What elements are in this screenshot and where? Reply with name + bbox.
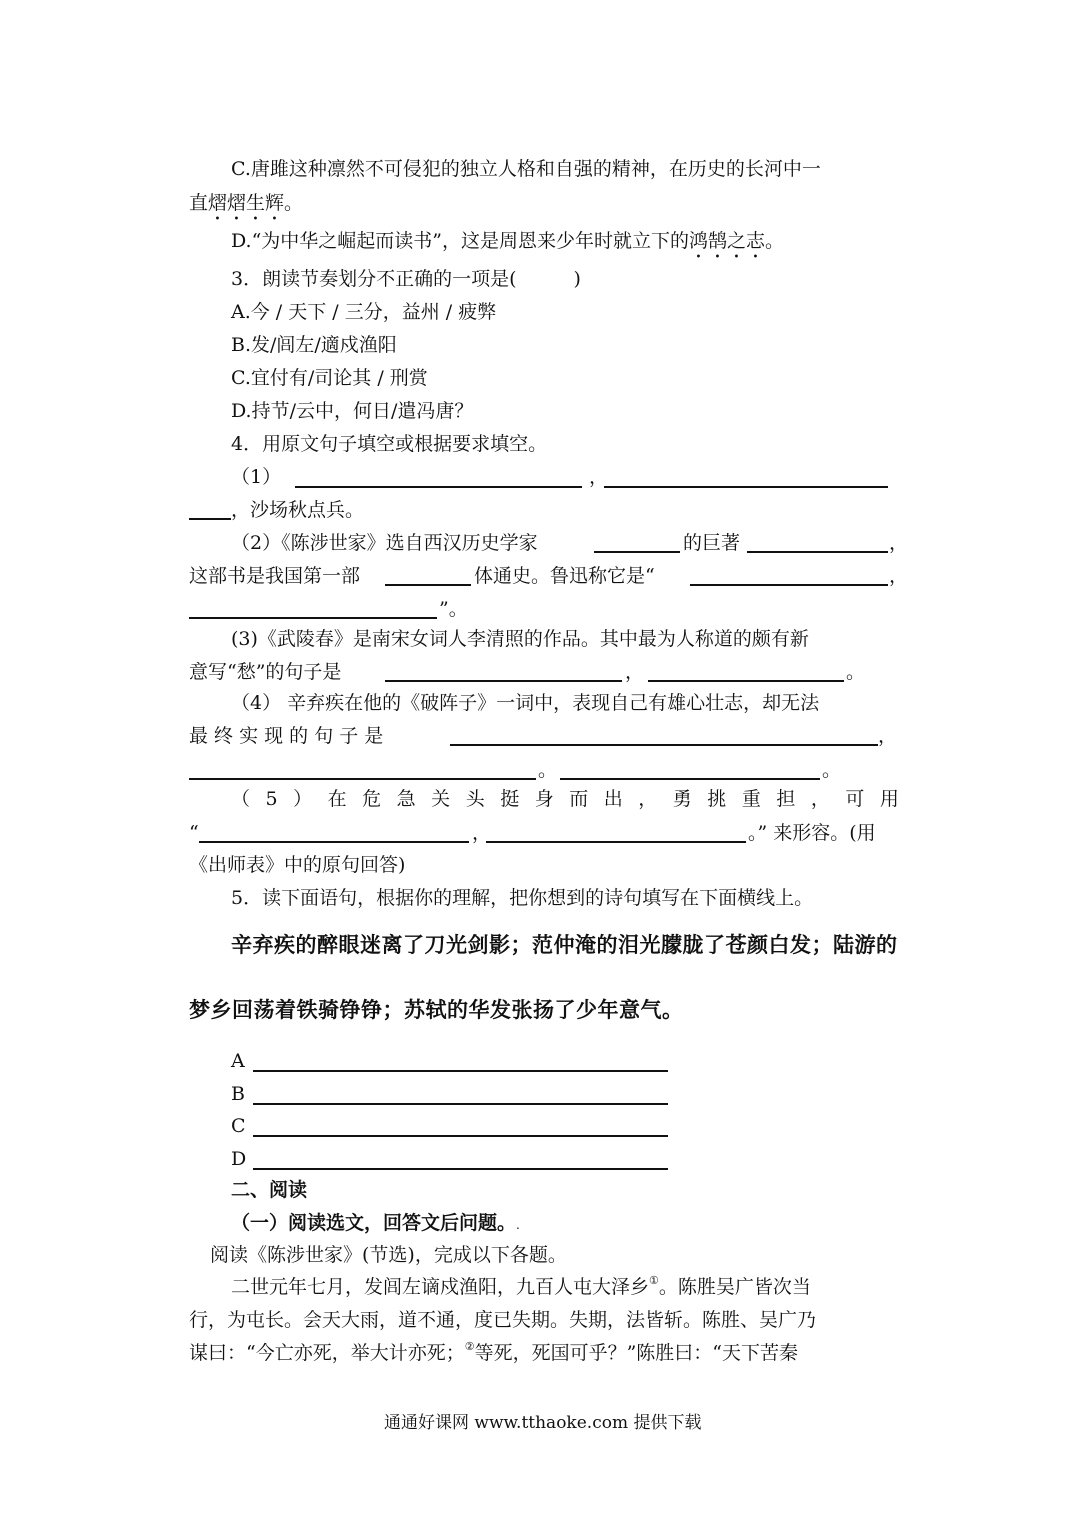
q5-blank-c[interactable]: [253, 1117, 668, 1137]
q4-s5-open: “: [189, 822, 199, 844]
passage-line3-b: 等死，死国可乎？”陈胜曰：“天下苦秦: [474, 1342, 799, 1364]
q4-s5-char: 重: [741, 788, 761, 810]
q4-s5-comma: ，: [472, 822, 492, 844]
q4-s1-blank-3[interactable]: [189, 500, 231, 520]
passage-line1-tail: 。陈胜吴广皆次当: [658, 1276, 811, 1298]
q3-option-c: C.宜付有/司论其 / 刑赏: [231, 367, 428, 389]
q5-label-b: B: [231, 1083, 245, 1105]
q4-s5-char: 而: [569, 788, 589, 810]
q2-d-post: 。: [765, 230, 785, 252]
q5-passage-line2: 梦乡回荡着铁骑铮铮；苏轼的华发张扬了少年意气。: [189, 998, 684, 1022]
q2-option-c-line2: [189, 190, 303, 225]
q4-s1-blank-2[interactable]: [604, 468, 888, 488]
q2-option-c-line1: C.唐雎这种凛然不可侵犯的独立人格和自强的精神，在历史的长河中一: [231, 158, 821, 180]
footnote-1-marker: ①: [649, 1274, 659, 1287]
section2-sub-mark: .: [516, 1218, 520, 1232]
q5-label-d: D: [231, 1148, 247, 1170]
q4-s3-line1: (3)《武陵春》是南宋女词人李清照的作品。其中最为人称道的颇有新: [231, 628, 809, 650]
q5-blank-d[interactable]: [253, 1150, 668, 1170]
q5-blank-b[interactable]: [253, 1085, 668, 1105]
q4-s1-blank-1[interactable]: [295, 468, 582, 488]
q4-s2-line2c: ，: [889, 565, 909, 587]
q4-s3-blank-1[interactable]: [385, 662, 622, 682]
passage-line3-a: 谋曰：“今亡亦死，举大计亦死；: [189, 1342, 465, 1364]
q4-s5-char: 关: [431, 788, 451, 810]
q4-s5-char: 在: [327, 788, 347, 810]
q4-s5-char: 急: [396, 788, 416, 810]
q4-s5-char: （: [231, 788, 251, 810]
q5-label-a: A: [231, 1050, 245, 1072]
q4-stem: 4．用原文句子填空或根据要求填空。: [231, 433, 548, 455]
q2-d-pre: D.“为中华之崛起而读书”，这是周恩来少年时就立下的: [231, 230, 690, 252]
q3-option-d: D.持节/云中，何日/遣冯唐？: [231, 400, 474, 422]
q4-s5-close: [748, 820, 876, 846]
section2-heading: 二、阅读: [231, 1179, 308, 1201]
q4-s5-char: ，: [638, 788, 658, 810]
passage-line2: 行，为屯长。会天大雨，道不通，度已失期。失期，法皆斩。陈胜、吴广乃: [189, 1309, 817, 1331]
q4-s2-blank-type[interactable]: [385, 566, 471, 586]
q4-s1-end: ，沙场秋点兵。: [231, 499, 365, 521]
q4-s5-char: 出: [603, 788, 623, 810]
q4-s5-blank-2[interactable]: [486, 823, 746, 843]
q4-s4-period2: 。: [822, 759, 842, 781]
q4-s5-line3: 《出师表》中的原句回答): [189, 854, 406, 876]
q2-option-d: [231, 228, 784, 263]
q2-d-emphasis: 鸿鹄之志: [689, 230, 766, 252]
q4-s5-blank-1[interactable]: [199, 823, 469, 843]
q4-s2-line2a: 这部书是我国第一部: [189, 565, 361, 587]
q3-option-a: A.今 / 天下 / 三分，益州 / 疲弊: [231, 301, 497, 323]
section2-intro: 阅读《陈涉世家》(节选)，完成以下各题。: [210, 1244, 567, 1266]
q4-s4-line2: 最 终 实 现 的 句 子 是: [189, 725, 384, 747]
q4-s2-blank-book[interactable]: [747, 533, 888, 553]
q5-stem: 5．读下面语句，根据你的理解，把你想到的诗句填写在下面横线上。: [231, 887, 814, 909]
q4-s5-line1: [231, 786, 899, 812]
q5-label-c: C: [231, 1115, 246, 1137]
q2-c-post: 。: [284, 192, 304, 214]
page-footer: 通通好课网 www.tthaoke.com 提供下载: [384, 1413, 702, 1433]
q4-s1-label: （1）: [231, 466, 282, 488]
q4-s5-char: 挑: [707, 788, 727, 810]
q4-s5-char: 身: [534, 788, 554, 810]
q4-s5-char: 5: [265, 788, 278, 810]
q4-s4-line1: （4） 辛弃疾在他的《破阵子》一词中，表现自己有雄心壮志，却无法: [231, 692, 820, 714]
passage-line1-text: 二世元年七月，发闾左谪戍渔阳，九百人屯大泽乡: [231, 1276, 650, 1298]
q4-s2-line2b: 体通史。鲁迅称它是“: [474, 565, 655, 587]
q4-s2-comma: ，: [889, 532, 909, 554]
q4-s5-tail: 来形容。(用: [767, 822, 876, 844]
section2-subheading: [231, 1210, 520, 1238]
q4-s3-end: 。: [846, 661, 866, 683]
q4-s2-blank-quote-2[interactable]: [189, 599, 437, 619]
q4-s5-char: 用: [879, 788, 899, 810]
q4-s5-char: 勇: [672, 788, 692, 810]
q4-s2-blank-quote-1[interactable]: [690, 566, 888, 586]
q4-s5-char: 挺: [500, 788, 520, 810]
passage-line1: [231, 1274, 811, 1300]
q4-s4-period1: 。: [538, 759, 558, 781]
q4-s4-comma: ，: [878, 725, 898, 747]
q4-s5-char: 头: [465, 788, 485, 810]
passage-line3: [189, 1340, 798, 1366]
q4-s5-char: 危: [362, 788, 382, 810]
q3-option-b: B.发/闾左/適戍渔阳: [231, 334, 397, 356]
q4-s4-blank-3[interactable]: [560, 760, 820, 780]
q4-s2-blank-author[interactable]: [594, 533, 680, 553]
q4-s3-blank-2[interactable]: [648, 662, 844, 682]
q4-s5-char: ，: [810, 788, 830, 810]
q4-s1-comma: ，: [589, 466, 609, 488]
q4-s5-char: 可: [845, 788, 865, 810]
q5-passage-line1: 辛弃疾的醉眼迷离了刀光剑影；范仲淹的泪光朦胧了苍颜白发；陆游的: [231, 933, 898, 957]
footnote-2-marker: ②: [464, 1340, 475, 1353]
q4-s5-close-quote: 。”: [748, 822, 768, 844]
q4-s3-comma: ，: [625, 661, 645, 683]
q4-s3-line2a: 意写“愁”的句子是: [189, 661, 342, 683]
section2-sub-text: （一）阅读选文，回答文后问题。: [231, 1212, 517, 1234]
q4-s4-blank-2[interactable]: [189, 760, 536, 780]
q4-s2-label: （2）《陈涉世家》选自西汉历史学家: [231, 532, 538, 554]
q4-s4-blank-1[interactable]: [450, 726, 878, 746]
q4-s5-char: 担: [776, 788, 796, 810]
q2-c-emphasis: 熠熠生辉: [208, 192, 285, 214]
q4-s2-mid: 的巨著: [683, 532, 741, 554]
q5-blank-a[interactable]: [253, 1052, 668, 1072]
q3-stem: 3．朗读节奏划分不正确的一项是( ): [231, 268, 581, 290]
q2-c-pre: 直: [189, 192, 209, 214]
q4-s5-char: ）: [293, 788, 313, 810]
q4-s2-end: ”。: [439, 598, 468, 620]
